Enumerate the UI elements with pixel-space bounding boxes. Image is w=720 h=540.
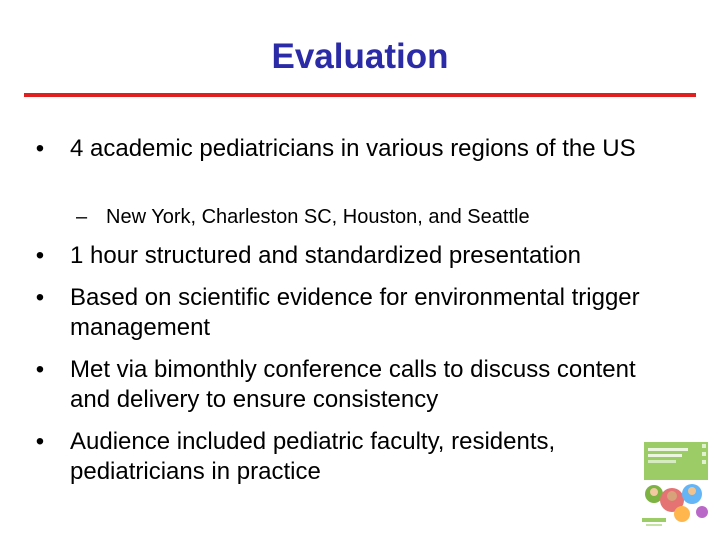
bullet-text: Audience included pediatric faculty, residents, pediatricians in practice [70,428,556,485]
bullet-marker: • [35,428,45,455]
bullet-text: 1 hour structured and standardized presentation [70,242,581,269]
bullet-item [35,355,650,415]
bullet-text: Based on scientific evidence for environmental trigger management [70,284,640,341]
bullet-text: 4 academic pediatricians in various regions of the US [70,135,636,162]
sub-bullet-marker: – [76,206,88,228]
bullet-item [35,283,650,343]
bullet-text: Met via bimonthly conference calls to discuss content and delivery to ensure consistency [70,356,636,413]
bullet-item [35,241,650,271]
bullet-marker: • [35,135,45,162]
bullet-item [35,134,650,164]
bullet-marker: • [35,356,45,383]
report-cover-thumbnail-icon [636,440,712,530]
bullet-item [35,427,650,487]
sub-bullet-item [76,204,666,230]
title-divider [24,93,696,97]
sub-bullet-text: New York, Charleston SC, Houston, and Seattle [106,206,530,228]
bullet-marker: • [35,284,45,311]
bullet-marker: • [35,242,45,269]
slide-title: Evaluation [271,37,449,76]
